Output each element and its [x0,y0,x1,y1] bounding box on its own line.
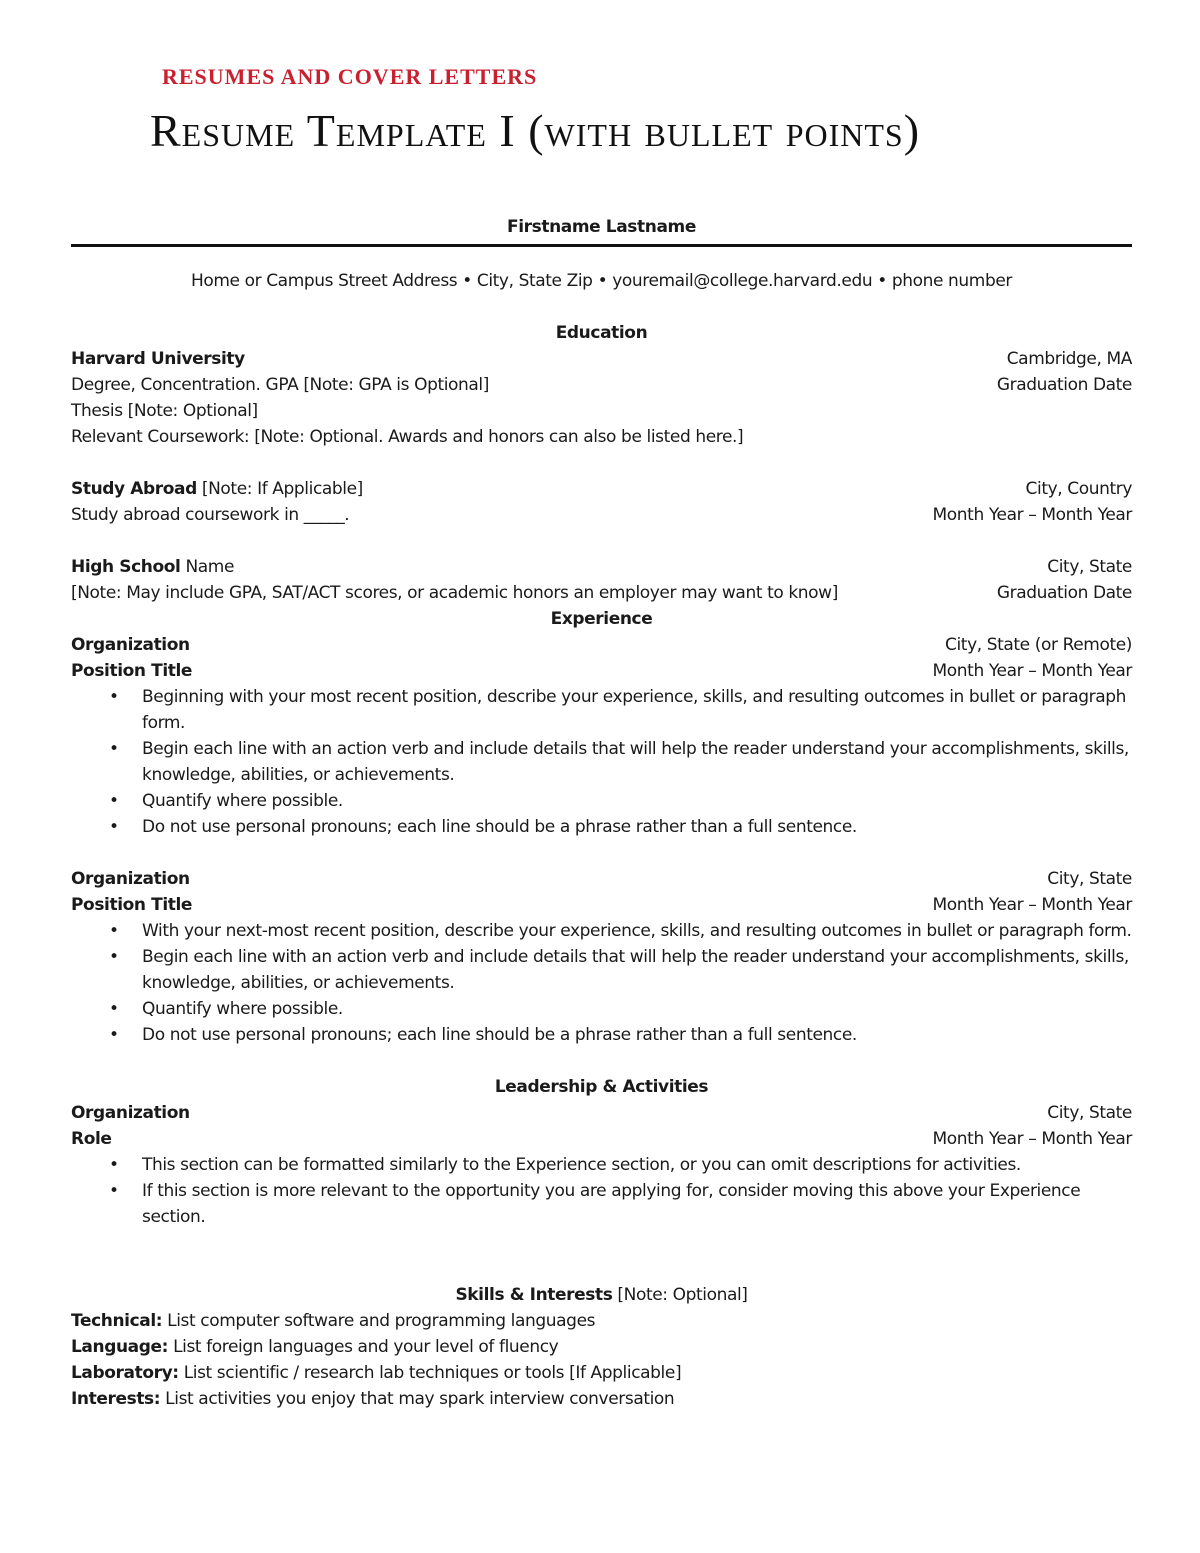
skill-label: Language: [71,1337,169,1357]
bullet-icon: • [109,947,119,967]
study-abroad-note: [Note: If Applicable] [196,479,363,499]
bullet-text: Beginning with your most recent position, describe your experience, skills, and resulting outcomes in bullet or paragraph form. [142,687,1127,733]
position-title: Position Title [71,895,193,915]
bullet-text: Quantify where possible. [142,999,343,1019]
bullet-item [71,736,1132,788]
study-abroad-row [71,476,1132,502]
resume-name: Firstname Lastname [507,217,696,237]
bullet-item [71,814,1132,840]
high-school-row [71,554,1132,580]
bullet-text: Quantify where possible. [142,791,343,811]
position-title: Position Title [71,661,193,681]
bullet-icon: • [109,791,119,811]
graduation-date: Graduation Date [996,375,1132,395]
bullet-item [71,944,1132,996]
experience-bullets [71,918,1132,1048]
skill-line [71,1386,1132,1412]
bullet-text: If this section is more relevant to the opportunity you are applying for, consider moving this above your Experience section. [142,1181,1081,1227]
bullet-icon: • [109,1155,119,1175]
degree-text: Degree, Concentration. GPA [Note: GPA is Optional] [71,375,489,395]
skill-label: Technical: [71,1311,163,1331]
high-school-title [71,554,234,580]
bullet-icon: • [109,739,119,759]
bullet-icon: • [109,999,119,1019]
education-heading: Education [555,323,648,343]
bullet-item [71,788,1132,814]
high-school-label: High School [71,557,181,577]
bullet-icon: • [109,817,119,837]
name-divider [71,244,1132,247]
experience-org-row [71,866,1132,892]
bullet-text: This section can be formatted similarly to the Experience section, or you can omit descriptions for activities. [142,1155,1021,1175]
leadership-location: City, State [1047,1103,1132,1123]
position-dates: Month Year – Month Year [932,895,1132,915]
skills-heading [71,1282,1132,1308]
bullet-icon: • [109,687,119,707]
leadership-role: Role [71,1129,112,1149]
bullet-text: Begin each line with an action verb and include details that will help the reader understand your accomplishments, skills, knowledge, abilities, or achievements. [142,739,1129,785]
skill-text: List scientific / research lab techniques or tools [If Applicable] [178,1363,682,1383]
high-school-detail-row [71,580,1132,606]
skill-text: List activities you enjoy that may spark interview conversation [160,1389,675,1409]
study-abroad-dates: Month Year – Month Year [932,505,1132,525]
coursework-line: Relevant Coursework: [Note: Optional. Awards and honors can also be listed here.] [71,427,744,447]
experience-position-row [71,658,1132,684]
bullet-item [71,1022,1132,1048]
high-school-note: [Note: May include GPA, SAT/ACT scores, or academic honors an employer may want to know] [71,583,838,603]
bullet-icon: • [109,921,119,941]
page-title: Resume Template I (with bullet points) [150,105,921,156]
skill-label: Laboratory: [71,1363,179,1383]
study-abroad-detail-row [71,502,1132,528]
skill-label: Interests: [71,1389,161,1409]
experience-bullets [71,684,1132,840]
bullet-text: With your next-most recent position, describe your experience, skills, and resulting outcomes in bullet or paragraph form. [142,921,1132,941]
bullet-icon: • [109,1181,119,1201]
high-school-location: City, State [1047,557,1132,577]
skills-heading-label: Skills & Interests [455,1285,613,1305]
university-name: Harvard University [71,349,245,369]
university-row [71,346,1132,372]
leadership-dates: Month Year – Month Year [932,1129,1132,1149]
bullet-text: Do not use personal pronouns; each line should be a phrase rather than a full sentence. [142,817,857,837]
study-abroad-location: City, Country [1025,479,1132,499]
leadership-role-row [71,1126,1132,1152]
skill-line [71,1360,1132,1386]
leadership-org-row [71,1100,1132,1126]
bullet-item [71,1178,1132,1230]
resume-template [71,214,1132,1412]
skill-text: List computer software and programming languages [162,1311,596,1331]
experience-org-row [71,632,1132,658]
degree-row [71,372,1132,398]
study-abroad-title [71,476,363,502]
organization-name: Organization [71,869,190,889]
bullet-icon: • [109,1025,119,1045]
high-school-name: Name [180,557,235,577]
leadership-heading: Leadership & Activities [494,1077,709,1097]
bullet-item [71,684,1132,736]
experience-position-row [71,892,1132,918]
study-abroad-coursework: Study abroad coursework in _____. [71,505,350,525]
bullet-item [71,1152,1132,1178]
high-school-date: Graduation Date [996,583,1132,603]
contact-line: Home or Campus Street Address • City, State Zip • youremail@college.harvard.edu • phone number [191,271,1012,291]
bullet-text: Begin each line with an action verb and include details that will help the reader understand your accomplishments, skills, knowledge, abilities, or achievements. [142,947,1129,993]
organization-name: Organization [71,635,190,655]
bullet-item [71,918,1132,944]
bullet-text: Do not use personal pronouns; each line should be a phrase rather than a full sentence. [142,1025,857,1045]
skill-text: List foreign languages and your level of fluency [168,1337,559,1357]
study-abroad-label: Study Abroad [71,479,197,499]
experience-heading: Experience [550,609,653,629]
organization-location: City, State (or Remote) [945,635,1132,655]
leadership-bullets [71,1152,1132,1230]
skills-heading-note: [Note: Optional] [612,1285,748,1305]
organization-location: City, State [1047,869,1132,889]
position-dates: Month Year – Month Year [932,661,1132,681]
section-kicker: RESUMES AND COVER LETTERS [162,64,538,89]
thesis-line: Thesis [Note: Optional] [71,401,258,421]
bullet-item [71,996,1132,1022]
leadership-organization: Organization [71,1103,190,1123]
skill-line [71,1334,1132,1360]
skill-line [71,1308,1132,1334]
university-location: Cambridge, MA [1006,349,1132,369]
